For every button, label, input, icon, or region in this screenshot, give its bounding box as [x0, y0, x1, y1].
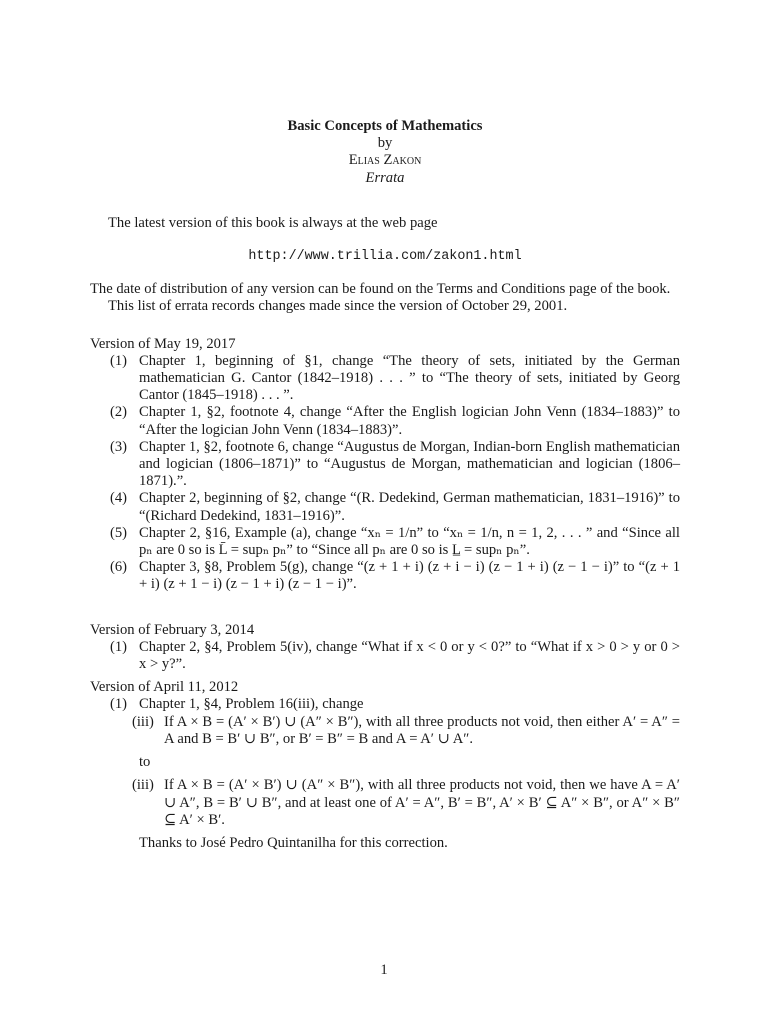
item-text: Chapter 2, §4, Problem 5(iv), change “What if x < 0 or y < 0?” to “What if x > 0 > y or 0 > x > y?”.: [139, 638, 680, 673]
by-line: by: [377, 135, 393, 152]
to-connector: to: [139, 754, 151, 771]
section-heading: Version of May 19, 2017: [90, 335, 236, 352]
list-item: [90, 559, 680, 593]
errata-list: [90, 353, 680, 594]
list-item: [90, 696, 680, 713]
thanks-note: Thanks to José Pedro Quintanilha for this correction.: [139, 834, 448, 851]
item-text: Chapter 2, §16, Example (a), change “xₙ = 1/n” to “xₙ = 1/n, n = 1, 2, . . . ” and “Since all pₙ are 0 so is L̄ = supₙ pₙ” to “Since all pₙ are 0 so is L̲ = supₙ pₙ”.: [139, 524, 680, 559]
section-heading: Version of April 11, 2012: [90, 679, 239, 696]
item-number: (1): [110, 696, 128, 713]
corrected-problem-text: [90, 777, 680, 829]
item-number: (5): [110, 524, 128, 541]
item-number: (3): [110, 438, 128, 455]
item-text: Chapter 1, beginning of §1, change “The theory of sets, initiated by the German mathematician G. Cantor (1842–1918) . . . ” to “The theory of sets, initiated by Georg Cantor (1845–1918) . . . ”.: [139, 352, 680, 404]
errata-records-note: This list of errata records changes made since the version of October 29, 2001.: [108, 298, 568, 315]
item-number: (2): [110, 404, 128, 421]
web-page-url: http://www.trillia.com/zakon1.html: [248, 249, 522, 265]
item-text: Chapter 1, §2, footnote 6, change “Augustus de Morgan, Indian-born English mathematician and logician (1806–1871)” to “Augustus de Morgan, mathematician and logician (1806–1871).”.: [139, 438, 680, 490]
document-header: [90, 118, 680, 187]
document-subtitle: Errata: [365, 169, 405, 186]
item-number: (1): [110, 352, 128, 369]
item-number: (1): [110, 638, 128, 655]
document-title: Basic Concepts of Mathematics: [287, 118, 483, 134]
errata-list: [90, 639, 680, 673]
date-distribution-note: The date of distribution of any version can be found on the Terms and Conditions page of the book.: [90, 281, 671, 298]
list-item: [90, 639, 680, 673]
list-item: [90, 404, 680, 438]
sub-item-number: (iii): [132, 713, 154, 730]
sub-item-number: (iii): [132, 777, 154, 794]
list-item: [90, 439, 680, 491]
section-heading: Version of February 3, 2014: [90, 621, 255, 638]
document-page: [90, 118, 680, 852]
errata-list: [90, 696, 680, 713]
item-text: Chapter 1, §4, Problem 16(iii), change: [139, 696, 364, 713]
item-number: (4): [110, 490, 128, 507]
author-name: Elias Zakon: [348, 152, 422, 169]
page-number: 1: [380, 962, 388, 978]
original-problem-text: [90, 714, 680, 748]
list-item: [90, 353, 680, 405]
latest-version-note: The latest version of this book is always at the web page: [108, 214, 438, 231]
item-number: (6): [110, 559, 128, 576]
item-text: Chapter 3, §8, Problem 5(g), change “(z + 1 + i) (z + i − i) (z − 1 + i) (z − 1 − i)” to “(z + 1 + i) (z + 1 − i) (z − 1 + i) (z − 1 − i)”.: [139, 559, 680, 593]
list-item: [90, 525, 680, 559]
sub-item-text: If A × B = (A′ × B′) ∪ (A″ × B″), with all three products not void, then we have A = A′ ∪ A″, B = B′ ∪ B″, and at least one of A′ = A″, B′ = B″, A′ × B′ ⊆ A″ × B″, or A″ × B″ ⊆ A′ × B′.: [164, 777, 680, 828]
list-item: [90, 490, 680, 524]
sub-item-text: If A × B = (A′ × B′) ∪ (A″ × B″), with all three products not void, then either A′ = A″ = A and B = B′ ∪ B″, or B′ = B″ = B and A = A′ ∪ A″.: [164, 713, 680, 747]
item-text: Chapter 1, §2, footnote 4, change “After the English logician John Venn (1834–1883)” to “After the logician John Venn (1834–1883)”.: [139, 404, 680, 438]
item-text: Chapter 2, beginning of §2, change “(R. Dedekind, German mathematician, 1831–1916)” to “(Richard Dedekind, 1831–1916)”.: [139, 490, 680, 524]
